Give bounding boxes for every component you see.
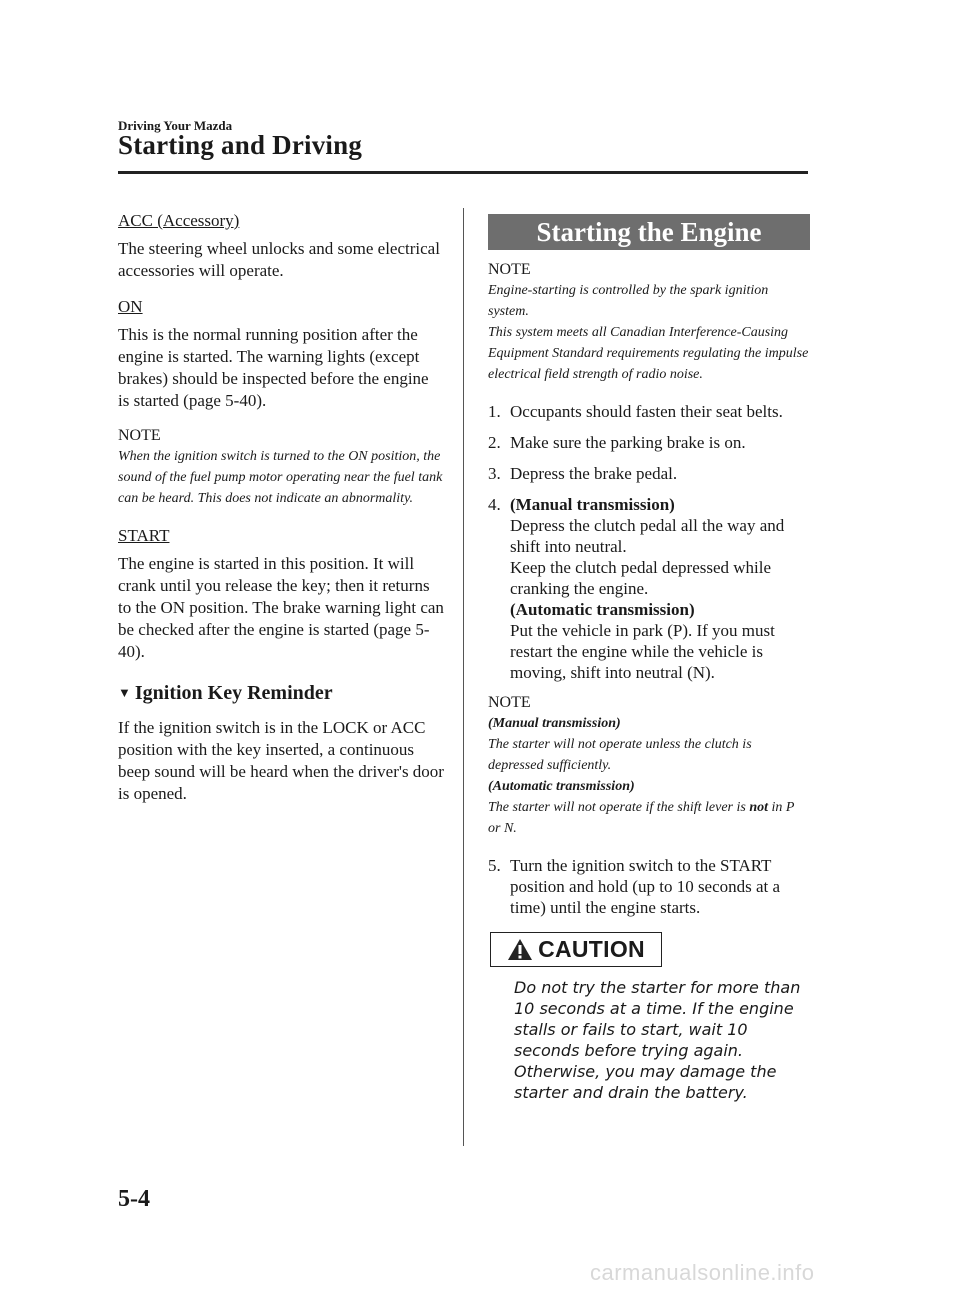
caution-label: CAUTION — [538, 936, 645, 962]
start-text: The engine is started in this position. It will crank until you release the key; then it returns to the ON position. The brake warning light can be checked after the engine is started (page 5-40). — [118, 554, 444, 661]
step-text: Make sure the parking brake is on. — [510, 433, 746, 452]
chapter-title: Starting and Driving — [118, 130, 363, 160]
manual-transmission-label: (Manual transmission) — [510, 495, 675, 514]
step-text: Turn the ignition switch to the START position and hold (up to 10 seconds at a time) until the engine starts. — [510, 856, 781, 917]
step-2 — [488, 432, 810, 453]
automatic-text: Put the vehicle in park (P). If you must restart the engine while the vehicle is moving, shift into neutral (N). — [510, 621, 775, 682]
manual-text-2: Keep the clutch pedal depressed while cranking the engine. — [510, 558, 772, 598]
caution-text: Do not try the starter for more than 10 seconds at a time. If the engine stalls or fails to start, wait 10 seconds before trying again. Otherwise, you may damage the starter and drain the battery. — [514, 978, 801, 1102]
step-number: 1. — [488, 402, 501, 421]
note-manual-label: (Manual transmission) — [488, 716, 621, 731]
step-body — [510, 494, 810, 683]
note-auto-text: The starter will not operate if the shift lever is not in P or N. — [488, 800, 795, 836]
header-rule — [118, 171, 808, 174]
start-heading: START — [118, 526, 170, 545]
ignition-key-reminder-heading — [118, 681, 444, 705]
on-text: This is the normal running position after the engine is started. The warning lights (except brakes) should be inspected before the engine is started (page 5-40). — [118, 325, 429, 410]
acc-heading: ACC (Accessory) — [118, 211, 240, 230]
note-label: NOTE — [488, 694, 531, 711]
step-number: 3. — [488, 464, 501, 483]
note-label: NOTE — [488, 261, 531, 278]
note-manual-text: The starter will not operate unless the clutch is depressed sufficiently. — [488, 737, 752, 773]
running-head: Driving Your Mazda — [118, 118, 233, 133]
note-text: When the ignition switch is turned to the ON position, the sound of the fuel pump motor operating near the fuel tank can be heard. This does not indicate an abnormality. — [118, 449, 443, 506]
note-auto-label: (Automatic transmission) — [488, 779, 635, 794]
step-3 — [488, 463, 810, 484]
page-number: 5-4 — [118, 1186, 150, 1212]
section-marker-icon: ▼ — [118, 685, 131, 700]
step-text: Occupants should fasten their seat belts. — [510, 402, 783, 421]
acc-text: The steering wheel unlocks and some electrical accessories will operate. — [118, 239, 440, 280]
starting-engine-banner: Starting the Engine — [488, 214, 810, 250]
column-divider — [463, 208, 464, 1146]
section-heading-text: Ignition Key Reminder — [134, 682, 333, 704]
step-4 — [488, 494, 810, 683]
reminder-text: If the ignition switch is in the LOCK or ACC position with the key inserted, a continuous beep sound will be heard when the driver's door is opened. — [118, 718, 444, 803]
note-text-line1: Engine-starting is controlled by the spark ignition system. — [488, 283, 769, 319]
step-number: 5. — [488, 856, 501, 875]
on-heading: ON — [118, 297, 143, 316]
note-ignition-on — [118, 426, 444, 509]
step-text: Depress the brake pedal. — [510, 464, 678, 483]
note-engine-starting — [488, 260, 810, 385]
note-text-line2: This system meets all Canadian Interference-Causing Equipment Standard requirements regulating the impulse electrical field strength of radio noise. — [488, 325, 809, 382]
caution-box — [490, 932, 662, 967]
note-label: NOTE — [118, 427, 161, 444]
step-1 — [488, 401, 810, 422]
step-number: 2. — [488, 433, 501, 452]
automatic-transmission-label: (Automatic transmission) — [510, 600, 695, 619]
note-starter — [488, 693, 810, 839]
right-column — [488, 214, 810, 1103]
warning-icon — [507, 938, 533, 961]
step-number: 4. — [488, 495, 501, 514]
step-5 — [488, 855, 810, 918]
manual-text-1: Depress the clutch pedal all the way and shift into neutral. — [510, 516, 785, 556]
left-column — [118, 210, 444, 819]
watermark: carmanualsonline.info — [590, 1260, 815, 1285]
